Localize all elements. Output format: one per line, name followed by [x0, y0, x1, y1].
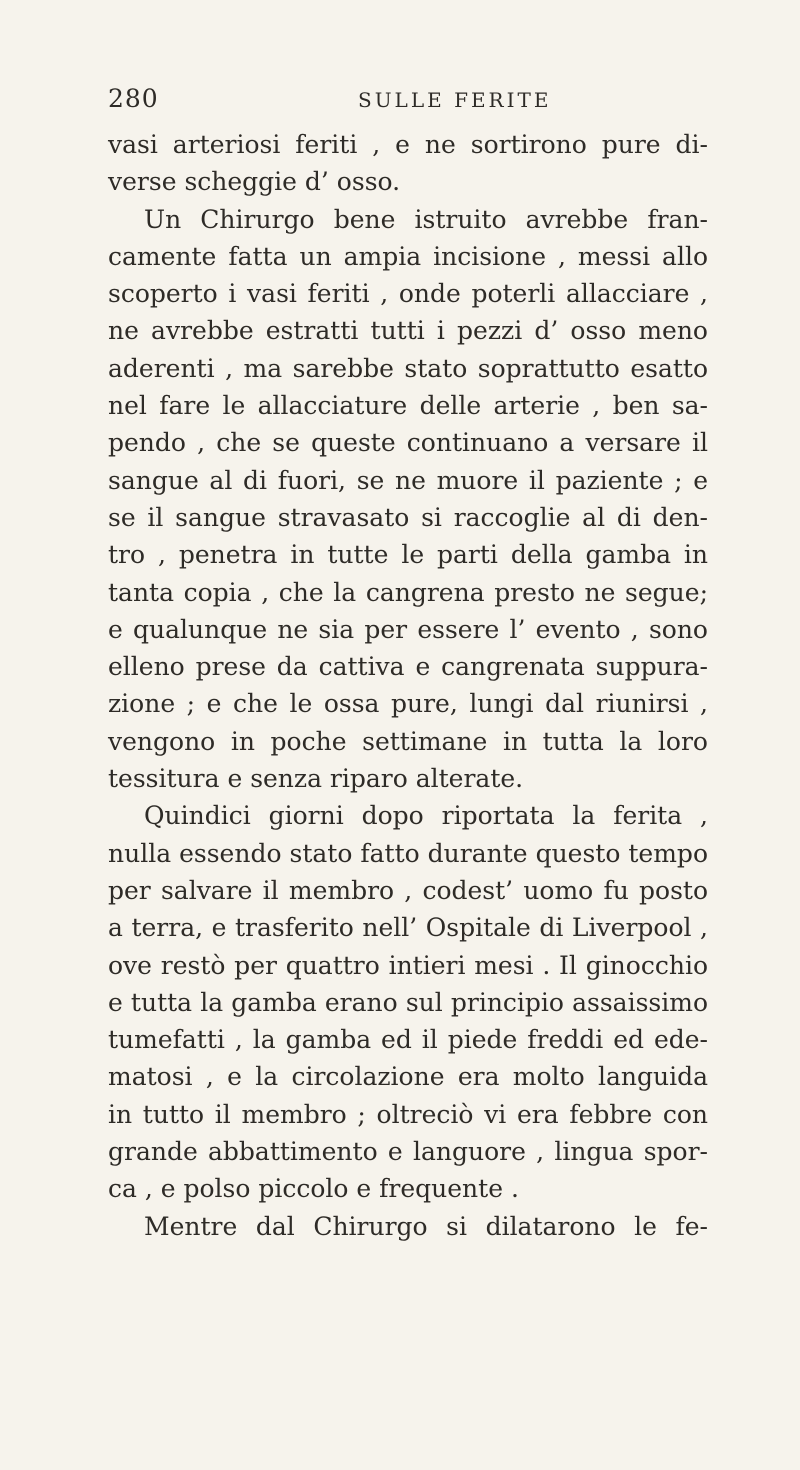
text-line: Quindici giorni dopo riportata la ferita ,	[144, 801, 708, 831]
text-line: ne avrebbe estratti tutti i pezzi d’ osso meno	[108, 316, 708, 346]
text-line: e tutta la gamba erano sul principio assaissimo	[108, 987, 708, 1017]
text-line: tanta copia , che la cangrena presto ne segue;	[108, 577, 708, 607]
text-line: tumefatti , la gamba ed il piede freddi ed ede-	[108, 1025, 708, 1055]
text-line: Un Chirurgo bene istruito avrebbe fran-	[144, 204, 708, 234]
text-line: nel fare le allacciature delle arterie , ben sa-	[108, 391, 708, 421]
text-line: camente fatta un ampia incisione , messi allo	[108, 241, 708, 271]
text-line: tessitura e senza riparo alterate.	[108, 764, 524, 794]
text-line: nulla essendo stato fatto durante questo tempo	[108, 838, 708, 868]
text-line: aderenti , ma sarebbe stato soprattutto esatto	[108, 353, 708, 383]
text-line: grande abbattimento e languore , lingua spor-	[108, 1137, 708, 1167]
text-line: Mentre dal Chirurgo si dilatarono le fe-	[144, 1211, 708, 1241]
text-line: vengono in poche settimane in tutta la loro	[108, 726, 708, 756]
page-header	[108, 84, 708, 124]
text-line: verse scheggie d’ osso.	[108, 167, 401, 197]
page-number: 280	[108, 84, 159, 113]
text-line: se il sangue stravasato si raccoglie al di den-	[108, 502, 708, 532]
text-line: pendo , che se queste continuano a versare il	[108, 428, 708, 458]
text-line: scoperto i vasi feriti , onde poterli allacciare ,	[108, 279, 708, 309]
text-line: ove restò per quattro intieri mesi . Il ginocchio	[108, 950, 708, 980]
body-text	[108, 126, 708, 1245]
running-title: SULLE FERITE	[358, 88, 552, 112]
text-line: sangue al di fuori, se ne muore il paziente ; e	[108, 465, 708, 495]
text-line: tro , penetra in tutte le parti della gamba in	[108, 540, 708, 570]
text-line: elleno prese da cattiva e cangrenata suppura-	[108, 652, 708, 682]
text-line: in tutto il membro ; oltreciò vi era febbre con	[108, 1099, 708, 1129]
text-line: a terra, e trasferito nell’ Ospitale di Liverpool ,	[108, 913, 708, 943]
text-line: vasi arteriosi feriti , e ne sortirono pure di-	[108, 130, 708, 159]
text-line: zione ; e che le ossa pure, lungi dal riunirsi ,	[108, 689, 708, 719]
text-line: ca , e polso piccolo e frequente .	[108, 1174, 519, 1204]
text-line: per salvare il membro , codest’ uomo fu posto	[108, 875, 708, 905]
text-line: matosi , e la circolazione era molto languida	[108, 1062, 708, 1092]
text-line: e qualunque ne sia per essere l’ evento , sono	[108, 614, 708, 644]
